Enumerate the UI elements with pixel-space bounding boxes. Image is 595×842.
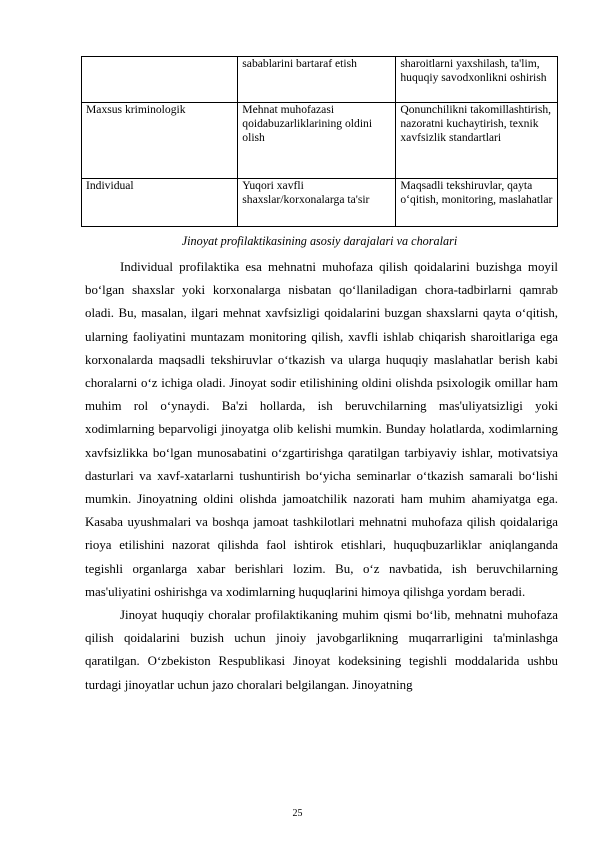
table-cell: Maqsadli tekshiruvlar, qayta o‘qitish, monitoring, maslahatlar: [396, 179, 558, 227]
table-cell: sabablarini bartaraf etish: [238, 57, 396, 103]
table-cell: Maxsus kriminologik: [82, 103, 238, 179]
table-cell: sharoitlarni yaxshilash, ta'lim, huquqiy savodxonlikni oshirish: [396, 57, 558, 103]
table-caption: Jinoyat profilaktikasining asosiy darajalari va choralari: [181, 234, 458, 248]
table-row: [82, 57, 558, 103]
page-number: 25: [292, 808, 303, 819]
paragraph: Individual profilaktika esa mehnatni muhofaza qilish qoidalarini buzishga moyil bo‘lgan shaxslar yoki korxonalarga nisbatan qo‘llaniladigan chora-tadbirlarni qamrab oladi. Bu, masalan, ilgari mehnat xavfsizligi qoidalarini buzgan shaxslarni qayta o‘qitish, ularning faoliyatini muntazam monitoring qilish, xavfli ishlab chiqarish sharoitlariga ega korxonalarda maqsadli tekshiruvlar o‘tkazish va ularga huquqiy maslahatlar berish kabi choralarni o‘z ichiga oladi. Jinoyat sodir etilishining oldini olishda psixologik omillar ham muhim rol o‘ynaydi. Ba'zi hollarda, ish beruvchilarning mas'uliyatsizligi yoki xodimlarning beparvoligi jinoyatga olib kelishi mumkin. Bunday holatlarda, xodimlarning xavfsizlikka bo‘lgan munosabatini o‘zgartirishga qaratilgan tarbiyaviy ishlar, motivatsiya dasturlari va xavf-xatarlarni tushuntirish bo‘yicha seminarlar o‘tkazish samarali bo‘lishi mumkin. Jinoyatning oldini olishda jamoatchilik nazorati ham muhim ahamiyatga ega. Kasaba uyushmalari va boshqa jamoat tashkilotlari mehnatni muhofaza qilish qoidalariga rioya etilishini nazorat qilishda faol ishtirok etishlari, huquqbuzarliklar aniqlanganda tegishli organlarga xabar berishlari lozim. Bu, o‘z navbatida, ish beruvchilarning mas'uliyatini oshirishga va xodimlarning huquqlarini himoya qilishga yordam beradi.: [85, 260, 558, 599]
table-cell: [82, 57, 238, 103]
table-cell: Yuqori xavfli shaxslar/korxonalarga ta'sir: [238, 179, 396, 227]
table-cell: Individual: [82, 179, 238, 227]
paragraph: Jinoyat huquqiy choralar profilaktikaning muhim qismi bo‘lib, mehnatni muhofaza qilish qoidalarini buzish uchun jinoiy javobgarlikning muqarrarligini ta'minlashga qaratilgan. O‘zbekiston Respublikasi Jinoyat kodeksining tegishli moddalarida ushbu turdagi jinoyatlar uchun jazo choralari belgilangan. Jinoyatning: [85, 608, 558, 692]
table-row: [82, 103, 558, 179]
table-row: [82, 179, 558, 227]
table-cell: Mehnat muhofazasi qoidabuzarliklarining oldini olish: [238, 103, 396, 179]
table-cell: Qonunchilikni takomillashtirish, nazoratni kuchaytirish, texnik xavfsizlik standartlari: [396, 103, 558, 179]
body-text: [85, 256, 558, 697]
prevention-levels-table: [81, 56, 558, 227]
